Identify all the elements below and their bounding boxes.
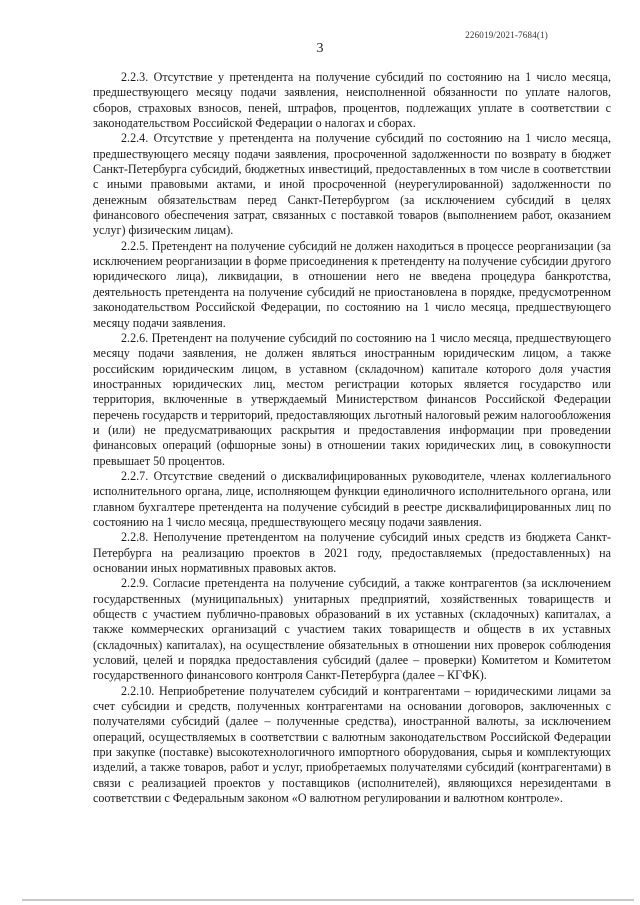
page-number: 3: [316, 41, 324, 56]
paragraph-2-2-6: 2.2.6. Претендент на получение субсидий по состоянию на 1 число месяца, предшествующего месяцу подачи заявления, не должен являться иностранным юридическим лицом, а также российским юридическим лицом, в уставном (складочном) капитале которого доля участия иностранных юридических лиц, местом регистрации которых является государство или территория, включенные в утверждаемый Министерством финансов Российской Федерации перечень государств и территорий, предоставляющих льготный налоговый режим налогообложения и (или) не предусматривающих раскрытия и предоставления информации при проведении финансовых операций (офшорные зоны) в отношении таких юридических лиц, в совокупности превышает 50 процентов.: [93, 330, 611, 468]
scan-bottom-edge: [22, 899, 634, 901]
paragraph-2-2-10: 2.2.10. Неприобретение получателем субсидий и контрагентами – юридическими лицами за счет субсидии и средств, полученных контрагентами на основании договоров, заключенных с получателями субсидий (далее – полученные средства), иностранной валюты, за исключением операций, осуществляемых в соответствии с валютным законодательством Российской Федерации при закупке (поставке) высокотехнологичного импортного оборудования, сырья и комплектующих изделий, а также товаров, работ и услуг, приобретаемых получателями субсидий (контрагентами) в связи с реализацией проектов у поставщиков (исполнителей), являющихся нерезидентами в соответствии с Федеральным законом «О валютном регулировании и валютном контроле».: [93, 683, 611, 806]
paragraph-2-2-7: 2.2.7. Отсутствие сведений о дисквалифицированных руководителе, членах коллегиального исполнительного органа, лице, исполняющем функции единоличного исполнительного органа, или главном бухгалтере претендента на получение субсидий в реестре дисквалифицированных лиц по состоянию на 1 число месяца, предшествующего месяцу подачи заявления.: [93, 468, 611, 529]
paragraph-2-2-4: 2.2.4. Отсутствие у претендента на получение субсидий по состоянию на 1 число месяца, предшествующего месяцу подачи заявления, просроченной задолженности по возврату в бюджет Санкт-Петербурга субсидий, бюджетных инвестиций, предоставленных в том числе в соответствии с иными правовыми актами, и иной просроченной (неурегулированной) задолженности по денежным обязательствам перед Санкт-Петербургом (за исключением субсидий в целях финансового обеспечения затрат, связанных с поставкой товаров (выполнением работ, оказанием услуг) физическим лицам).: [93, 131, 611, 238]
document-body: [93, 70, 611, 807]
paragraph-2-2-9: 2.2.9. Согласие претендента на получение субсидий, а также контрагентов (за исключением государственных (муниципальных) унитарных предприятий, хозяйственных товариществ и обществ с участием публично-правовых образований в их уставных (складочных) капиталах, а также коммерческих организаций с участием таких товариществ и обществ в их уставных (складочных) капиталах), на осуществление обязательных в отношении них проверок соблюдения условий, целей и порядка предоставления субсидий (далее – проверки) Комитетом и Комитетом государственного финансового контроля Санкт-Петербурга (далее – КГФК).: [93, 576, 611, 683]
paragraph-2-2-8: 2.2.8. Неполучение претендентом на получение субсидий иных средств из бюджета Санкт-Петербурга на реализацию проектов в 2021 году, предоставляемых (предоставленных) на основании иных нормативных правовых актов.: [93, 530, 611, 575]
paragraph-2-2-3: 2.2.3. Отсутствие у претендента на получение субсидий по состоянию на 1 число месяца, предшествующего месяцу подачи заявления, неисполненной обязанности по уплате налогов, сборов, страховых взносов, пеней, штрафов, процентов, подлежащих уплате в соответствии с законодательством Российской Федерации о налогах и сборах.: [93, 70, 611, 131]
paragraph-2-2-5: 2.2.5. Претендент на получение субсидий не должен находиться в процессе реорганизации (за исключением реорганизации в форме присоединения к претенденту на получение субсидии другого юридического лица), ликвидации, в отношении него не введена процедура банкротства, деятельность претендента на получение субсидий не приостановлена в порядке, предусмотренном законодательством Российской Федерации, по состоянию на 1 число месяца, предшествующего месяцу подачи заявления.: [93, 238, 611, 330]
document-registration-number: 226019/2021-7684(1): [465, 30, 548, 40]
